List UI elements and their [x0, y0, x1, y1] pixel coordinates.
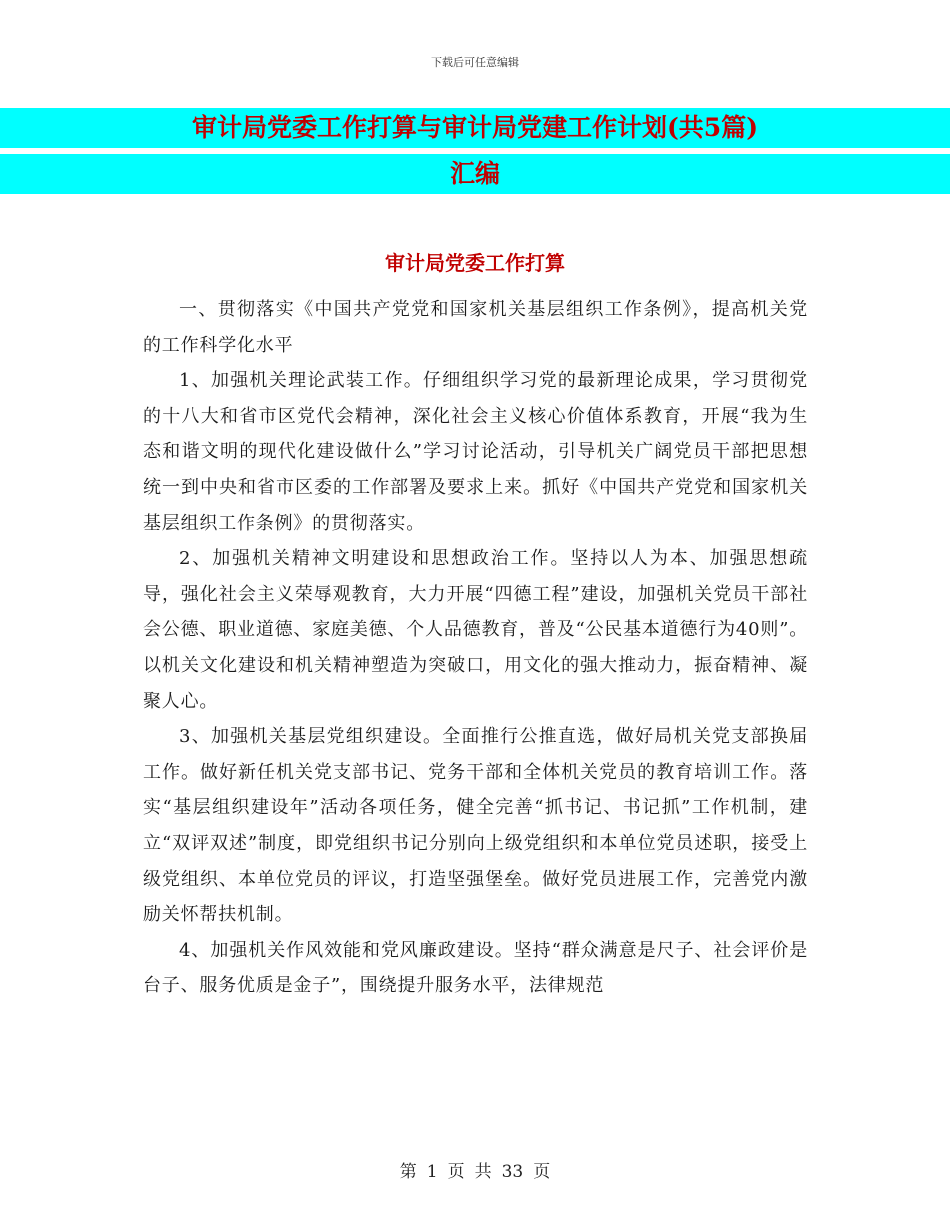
document-title [0, 108, 950, 194]
footer-word: 页 [447, 1162, 465, 1182]
paragraph: 2、加强机关精神文明建设和思想政治工作。坚持以人为本、加强思想疏导，强化社会主义荣辱观教育，大力开展“四德工程”建设，加强机关党员干部社会公德、职业道德、家庭美德、个人品德教育，普及“公民基本道德行为40则”。以机关文化建设和机关精神塑造为突破口，用文化的强大推动力，振奋精神、凝聚人心。 [143, 548, 808, 712]
body-text [143, 292, 808, 1004]
paragraph: 一、贯彻落实《中国共产党党和国家机关基层组织工作条例》，提高机关党的工作科学化水平 [143, 299, 808, 356]
footer-word: 第 [399, 1162, 417, 1182]
page-total: 33 [501, 1162, 524, 1182]
footer-word: 页 [533, 1162, 551, 1182]
header-note: 下载后可任意编辑 [431, 56, 519, 69]
paragraph: 1、加强机关理论武装工作。仔细组织学习党的最新理论成果，学习贯彻党的十八大和省市区党代会精神，深化社会主义核心价值体系教育，开展“我为生态和谐文明的现代化建设做什么”学习讨论活动，引导机关广阔党员干部把思想统一到中央和省市区委的工作部署及要求上来。抓好《中国共产党党和国家机关基层组织工作条例》的贯彻落实。 [143, 370, 808, 534]
title-line-1: 审计局党委工作打算与审计局党建工作计划(共5篇) [191, 113, 759, 142]
page-footer [0, 1157, 950, 1182]
page-number: 1 [426, 1162, 438, 1182]
paragraph: 4、加强机关作风效能和党风廉政建设。坚持“群众满意是尺子、社会评价是台子、服务优质是金子”，围绕提升服务水平，法律规范 [143, 939, 808, 997]
footer-word: 共 [474, 1162, 492, 1182]
section-title: 审计局党委工作打算 [385, 251, 565, 275]
title-line-2: 汇编 [449, 159, 500, 188]
paragraph: 3、加强机关基层党组织建设。全面推行公推直选，做好局机关党支部换届工作。做好新任机关党支部书记、党务干部和全体机关党员的教育培训工作。落实“基层组织建设年”活动各项任务，健全完善“抓书记、书记抓”工作机制，建立“双评双述”制度，即党组织书记分别向上级党组织和本单位党员述职，接受上级党组织、本单位党员的评议，打造坚强堡垒。做好党员进展工作，完善党内激励关怀帮扶机制。 [143, 726, 808, 926]
